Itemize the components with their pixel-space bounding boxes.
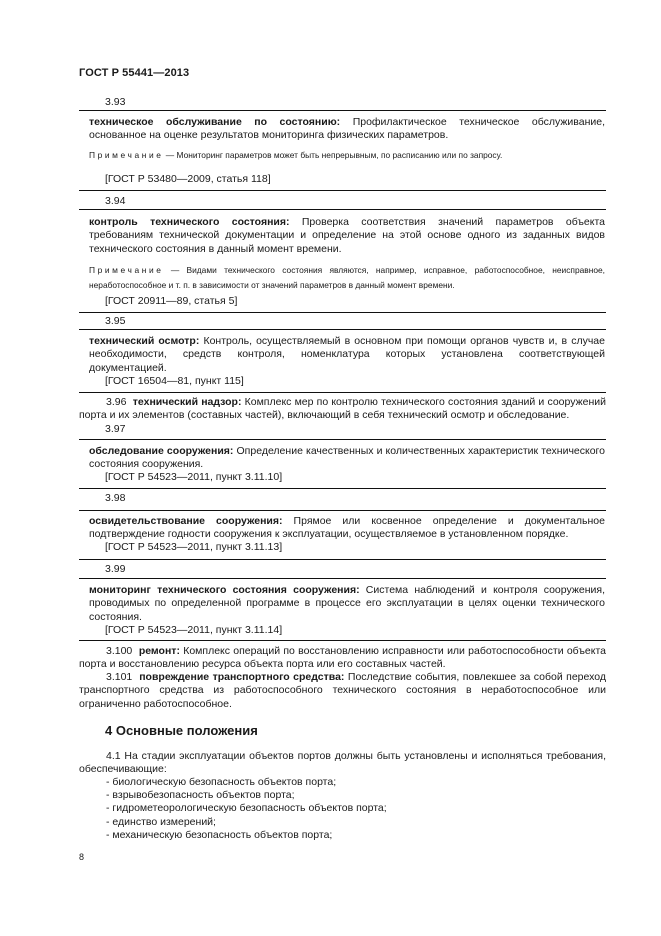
term-definition [89,335,605,375]
term-reference: [ГОСТ Р 54523—2011, пункт 3.11.13] [105,541,283,553]
list-item: - взрывобезопасность объектов порта; [106,789,387,802]
term-definition [89,584,605,624]
term-reference: [ГОСТ Р 53480—2009, статья 118] [105,173,271,185]
term-number: 3.96 [106,396,127,408]
term-reference: [ГОСТ 16504—81, пункт 115] [105,375,244,387]
term-text: Комплекс мер по контролю технического состояния зданий и сооружений порта и их элементов (составных частей), включающий в себя технический осмотр и обследование. [79,396,606,422]
term-name: повреждение транспортного средства: [139,671,345,683]
term-text: Последствие события, повлекшее за собой переход транспортного средства из работоспособного технического состояния в неработоспособное или ограниченно работоспособное. [79,671,606,710]
note-text: — Мониторинг параметров может быть непрерывным, по расписанию или по запросу. [163,150,503,160]
term-name: контроль технического состояния: [89,216,290,228]
term-reference: [ГОСТ Р 54523—2011, пункт 3.11.14] [105,624,283,636]
term-name: освидетельствование сооружения: [89,515,283,527]
page-number: 8 [79,852,85,862]
term-name: технический осмотр: [89,335,200,347]
term-number: 3.94 [105,195,126,207]
term-number: 3.100 [106,645,133,657]
term-text: Определение качественных и количественных характеристик технического состояния сооружения. [89,445,605,471]
term-name: обследование сооружения: [89,445,234,457]
term-note [89,148,605,163]
note-text: — Видами технического состояния являются, например, исправное, работоспособное, неисправное, неработоспособное и т. п. в зависимости от значений параметров в данный момент времени. [89,265,605,290]
term-definition [89,116,605,143]
term-paragraph [79,671,606,711]
term-text: Прямое или косвенное определение и документальное подтверждение годности сооружения к эксплуатации, осуществляемое в установленном порядке. [89,515,605,541]
term-reference: [ГОСТ 20911—89, статья 5] [105,295,238,307]
term-text: Контроль, осуществляемый в основном при помощи органов чувств и, в случае необходимости, средств контроля, номенклатура которых установлена соответствующей документацией. [89,335,605,374]
term-reference: [ГОСТ Р 54523—2011, пункт 3.11.10] [105,471,283,483]
term-text: Система наблюдений и контроля сооружения, проводимых по определенной программе в процессе его эксплуатации в целях оценки технического состояния. [89,584,605,623]
term-text: Проверка соответствия значений параметров объекта требованиям технической документации и определение на этой основе одного из заданных видов технического состояния в данный момент времени. [89,216,605,255]
term-note [89,263,605,292]
list-item: - гидрометеорологическую безопасность объектов порта; [106,802,387,815]
term-number: 3.95 [105,315,126,327]
term-definition [89,216,605,256]
section-intro: 4.1 На стадии эксплуатации объектов портов должны быть установлены и исполняться требования, обеспечивающие: [79,750,606,776]
section-title: 4 Основные положения [105,723,258,738]
note-label: Примечание [89,150,164,160]
document-header: ГОСТ Р 55441—2013 [79,67,190,79]
term-name: ремонт: [138,645,180,657]
term-number: 3.99 [105,563,126,575]
note-label: Примечание [89,265,164,275]
term-name: техническое обслуживание по состоянию: [89,116,341,128]
list-item: - биологическую безопасность объектов порта; [106,776,387,789]
term-number: 3.93 [105,96,126,108]
term-name: технический надзор: [132,396,242,408]
term-number: 3.101 [106,671,133,683]
term-text: Комплекс операций по восстановлению исправности или работоспособности объекта порта и восстановлению ресурса объекта порта или его составных частей. [79,645,606,671]
term-definition [89,445,605,472]
term-number: 3.98 [105,492,126,504]
term-name: мониторинг технического состояния сооружения: [89,584,360,596]
requirements-list [106,776,387,842]
list-item: - механическую безопасность объектов порта; [106,829,387,842]
term-number: 3.97 [105,423,126,435]
list-item: - единство измерений; [106,816,387,829]
term-text: Профилактическое техническое обслуживание, основанное на оценке результатов мониторинга физических параметров. [89,116,605,142]
term-paragraph [79,396,606,423]
term-definition [89,515,605,542]
term-paragraph [79,645,606,672]
